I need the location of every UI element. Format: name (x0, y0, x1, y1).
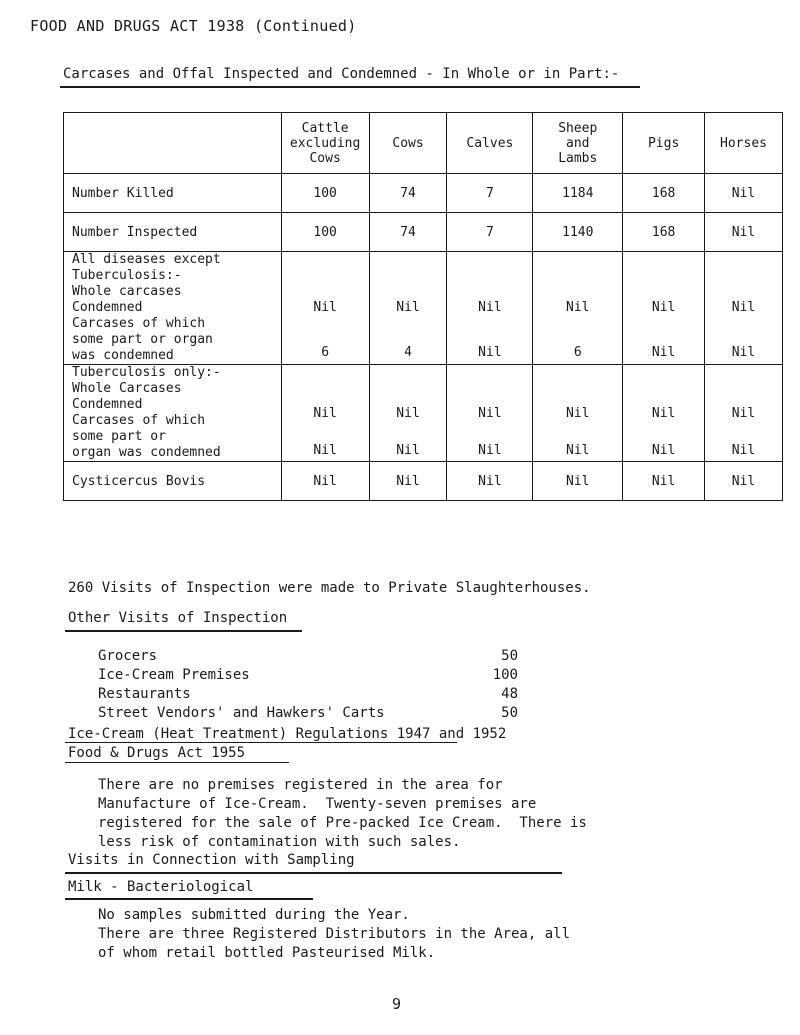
table-cell: Nil (705, 462, 783, 501)
table-cell: Nil (281, 462, 369, 501)
page-number: 9 (392, 995, 402, 1013)
table-cell: 168 (623, 174, 705, 213)
heading-underline (60, 86, 640, 88)
table-cell: Nil 4 (369, 252, 447, 365)
table-cell: 7 (447, 213, 533, 252)
milk-paragraph: No samples submitted during the Year. There are three Registered Distributors in the Area, all of whom retail bottled Pasteurised Milk. (98, 907, 571, 961)
table-cell: Nil Nil (533, 365, 623, 462)
table-cell: Nil Nil (281, 365, 369, 462)
table-cell: 1184 (533, 174, 623, 213)
table-cell: Nil Nil (623, 252, 705, 365)
table-cell: Nil Nil (623, 365, 705, 462)
table-cell: Nil (447, 462, 533, 501)
table-cell: Nil (623, 462, 705, 501)
regulations-heading: Ice-Cream (Heat Treatment) Regulations 1947 and 1952 (68, 726, 507, 742)
column-header-horses: Horses (705, 113, 783, 174)
heading-underline (65, 630, 302, 632)
table-row-inspected (64, 213, 783, 252)
table-row-all-diseases (64, 252, 783, 365)
table-cell: 74 (369, 174, 447, 213)
column-header-cows: Cows (369, 113, 447, 174)
column-header-pigs: Pigs (623, 113, 705, 174)
heading-underline (65, 898, 313, 900)
table-cell: Nil 6 (533, 252, 623, 365)
table-cell: 100 (281, 174, 369, 213)
list-item (98, 686, 518, 705)
ice-cream-paragraph: There are no premises registered in the area for Manufacture of Ice-Cream. Twenty-seven premises are registered for the sale of Pre-packed Ice Cream. There is less risk of contamination with such sales. (98, 777, 587, 850)
item-label: Grocers (98, 648, 158, 664)
row-label: Cysticercus Bovis (64, 462, 282, 501)
table-cell: Nil (369, 462, 447, 501)
section-heading: Carcases and Offal Inspected and Condemned - In Whole or in Part:- (63, 66, 620, 82)
table-cell: Nil Nil (447, 252, 533, 365)
table-cell: Nil (533, 462, 623, 501)
row-label: All diseases except Tuberculosis:- Whole carcases Condemned Carcases of which some part or organ was condemned (64, 252, 282, 365)
table-cell: 7 (447, 174, 533, 213)
item-value: 50 (501, 705, 518, 721)
column-header-calves: Calves (447, 113, 533, 174)
table-cell: 1140 (533, 213, 623, 252)
other-visits-list (98, 648, 518, 724)
table-cell: Nil (705, 174, 783, 213)
list-item (98, 648, 518, 667)
table-cell: Nil 6 (281, 252, 369, 365)
table-row-killed (64, 174, 783, 213)
column-header-cattle: Cattle excluding Cows (281, 113, 369, 174)
other-visits-heading: Other Visits of Inspection (68, 610, 288, 626)
row-label: Number Killed (64, 174, 282, 213)
table-cell: Nil (705, 213, 783, 252)
list-item (98, 667, 518, 686)
row-label: Number Inspected (64, 213, 282, 252)
table-cell: 100 (281, 213, 369, 252)
item-value: 100 (492, 667, 518, 683)
item-value: 48 (501, 686, 518, 702)
slaughterhouse-visits-text: 260 Visits of Inspection were made to Private Slaughterhouses. (68, 580, 591, 596)
item-label: Ice-Cream Premises (98, 667, 250, 683)
table-row-cysticercus (64, 462, 783, 501)
table-cell: Nil Nil (369, 365, 447, 462)
heading-underline (65, 872, 562, 874)
milk-heading: Milk - Bacteriological (68, 879, 254, 895)
inspection-table (63, 112, 783, 501)
table-cell: Nil Nil (705, 252, 783, 365)
heading-underline (65, 762, 289, 763)
column-header-sheep: Sheep and Lambs (533, 113, 623, 174)
item-label: Street Vendors' and Hawkers' Carts (98, 705, 385, 721)
table-row-tuberculosis (64, 365, 783, 462)
table-cell: 168 (623, 213, 705, 252)
item-value: 50 (501, 648, 518, 664)
table-cell: 74 (369, 213, 447, 252)
heading-underline (65, 742, 457, 743)
list-item (98, 705, 518, 724)
page-title: FOOD AND DRUGS ACT 1938 (Continued) (30, 17, 357, 35)
act-heading: Food & Drugs Act 1955 (68, 745, 246, 761)
table-header-row (64, 113, 783, 174)
table-cell: Nil Nil (705, 365, 783, 462)
table-cell: Nil Nil (447, 365, 533, 462)
item-label: Restaurants (98, 686, 191, 702)
header-empty-cell (64, 113, 282, 174)
sampling-heading: Visits in Connection with Sampling (68, 852, 355, 868)
row-label: Tuberculosis only:- Whole Carcases Condemned Carcases of which some part or organ was condemned (64, 365, 282, 462)
